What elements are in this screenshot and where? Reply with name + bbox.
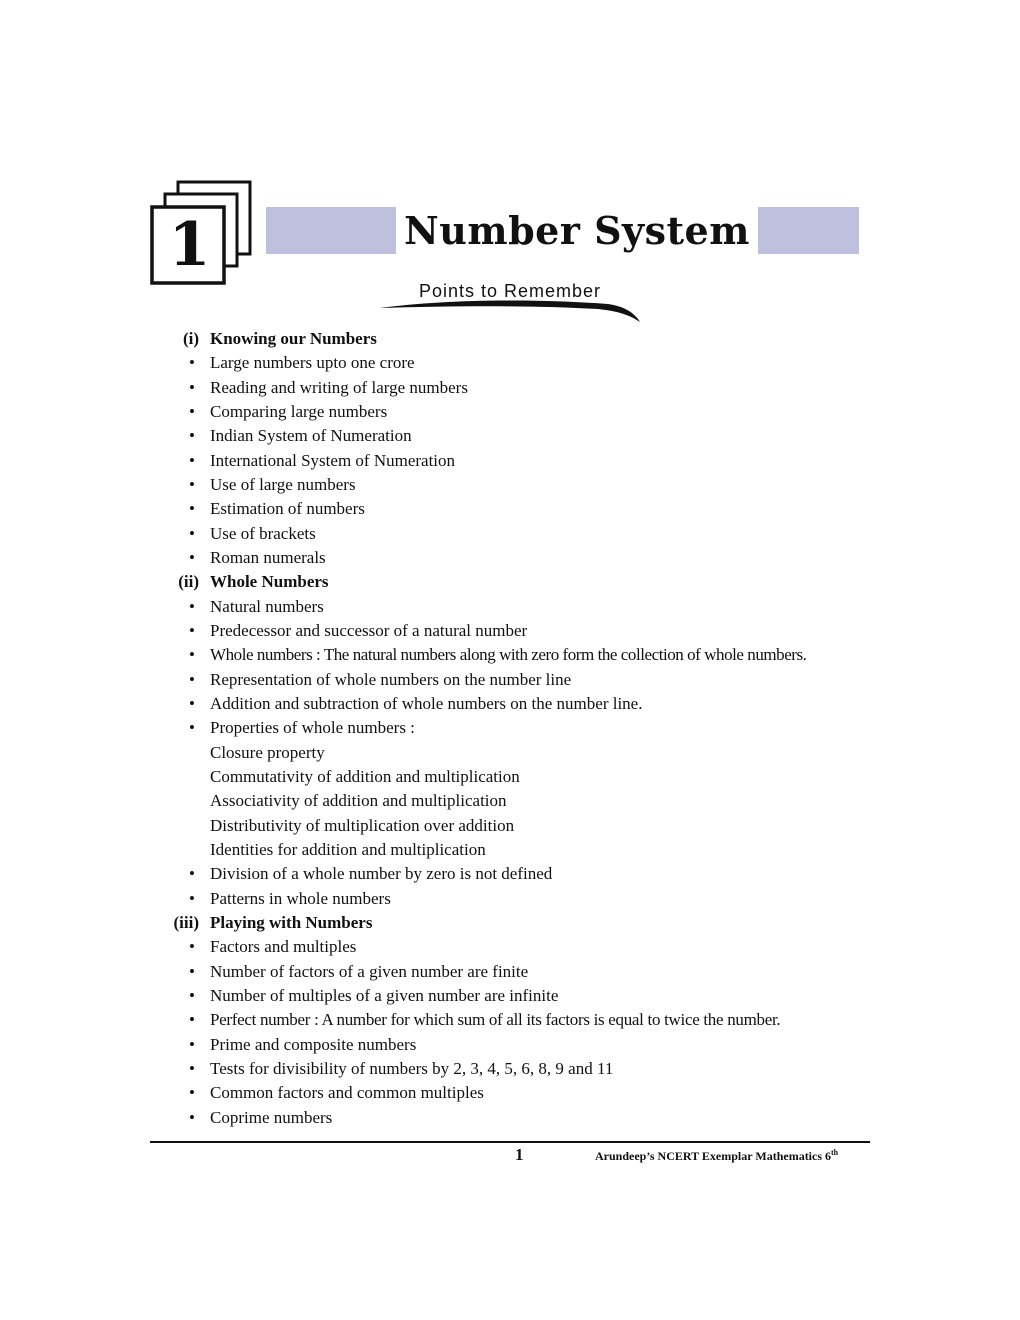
list-item	[0, 424, 1020, 448]
bullet-icon: •	[189, 523, 195, 543]
sub-item-text: Identities for addition and multiplication	[210, 839, 486, 859]
bullet-icon: •	[189, 718, 195, 738]
book-title-text: Arundeep’s NCERT Exemplar Mathematics 6	[595, 1149, 832, 1163]
bullet-icon: •	[189, 937, 195, 957]
section-number: (ii)	[178, 572, 199, 592]
bullet-icon: •	[189, 693, 195, 713]
list-item-text: Perfect number : A number for which sum of all its factors is equal to twice the number.	[210, 1010, 781, 1030]
list-item-text: Large numbers upto one crore	[210, 353, 415, 373]
list-item-text: Tests for divisibility of numbers by 2, 3, 4, 5, 6, 8, 9 and 11	[210, 1058, 614, 1078]
bullet-icon: •	[189, 426, 195, 446]
sub-item-text: Distributivity of multiplication over addition	[210, 815, 515, 835]
bullet-icon: •	[189, 596, 195, 616]
list-item	[0, 862, 1020, 886]
page-number: 1	[515, 1145, 524, 1164]
bullet-icon: •	[189, 1107, 195, 1127]
footer-divider	[150, 1141, 870, 1143]
list-item-text: Comparing large numbers	[210, 401, 388, 421]
list-item-text: Natural numbers	[210, 596, 324, 616]
section-number: (iii)	[173, 912, 199, 932]
list-item	[0, 668, 1020, 692]
list-item-text: Division of a whole number by zero is not defined	[210, 864, 553, 884]
sub-item-text: Closure property	[210, 742, 325, 762]
list-item	[0, 351, 1020, 375]
bullet-icon: •	[189, 1058, 195, 1078]
list-item	[0, 473, 1020, 497]
bullet-icon: •	[189, 620, 195, 640]
list-item	[0, 546, 1020, 570]
bullet-icon: •	[189, 1034, 195, 1054]
list-item-text: Prime and composite numbers	[210, 1034, 417, 1054]
bullet-icon: •	[189, 547, 195, 567]
list-item-text: Predecessor and successor of a natural number	[210, 620, 528, 640]
section-heading	[0, 327, 1020, 351]
list-item-text: Patterns in whole numbers	[210, 888, 391, 908]
bullet-icon: •	[189, 401, 195, 421]
list-item-text: Number of multiples of a given number are infinite	[210, 985, 559, 1005]
list-item	[0, 887, 1020, 911]
list-item	[0, 522, 1020, 546]
list-item-text: Reading and writing of large numbers	[210, 377, 468, 397]
list-item	[0, 376, 1020, 400]
list-item-text: Common factors and common multiples	[210, 1083, 484, 1103]
list-item	[0, 984, 1020, 1008]
list-item	[0, 595, 1020, 619]
bullet-icon: •	[189, 888, 195, 908]
list-item-text: Coprime numbers	[210, 1107, 333, 1127]
list-item	[0, 497, 1020, 521]
section-heading	[0, 570, 1020, 594]
list-item-text: Representation of whole numbers on the number line	[210, 669, 572, 689]
bullet-icon: •	[189, 1083, 195, 1103]
chapter-title-box	[396, 205, 758, 255]
chapter-number-badge	[150, 180, 254, 286]
list-item-text: Roman numerals	[210, 547, 326, 567]
section-title: Playing with Numbers	[210, 912, 373, 932]
list-item	[0, 400, 1020, 424]
list-item	[0, 935, 1020, 959]
book-title-superscript: th	[831, 1148, 839, 1157]
bullet-icon: •	[189, 961, 195, 981]
sub-item	[0, 814, 1020, 838]
list-item-text: Estimation of numbers	[210, 499, 365, 519]
sub-item	[0, 741, 1020, 765]
list-item-text: Number of factors of a given number are finite	[210, 961, 529, 981]
list-item-text: Use of large numbers	[210, 474, 356, 494]
points-list	[0, 327, 1020, 1130]
list-item	[0, 716, 1020, 740]
bullet-icon: •	[189, 669, 195, 689]
list-item-text: Indian System of Numeration	[210, 426, 412, 446]
sub-item	[0, 765, 1020, 789]
list-item-text: Addition and subtraction of whole numbers on the number line.	[210, 693, 643, 713]
list-item-text: Whole numbers : The natural numbers along with zero form the collection of whole numbers.	[210, 645, 807, 665]
list-item	[0, 1057, 1020, 1081]
section-number: (i)	[182, 329, 199, 348]
bullet-icon: •	[189, 864, 195, 884]
points-to-remember-banner	[378, 278, 642, 326]
bullet-icon: •	[189, 1010, 195, 1030]
list-item	[0, 1106, 1020, 1130]
bullet-icon: •	[189, 353, 195, 373]
list-item	[0, 692, 1020, 716]
sub-item	[0, 838, 1020, 862]
footer-book-title	[595, 1148, 838, 1164]
chapter-title: Number System	[404, 207, 750, 253]
section-title: Whole Numbers	[210, 572, 329, 592]
bullet-icon: •	[189, 985, 195, 1005]
list-item-text: International System of Numeration	[210, 450, 456, 470]
sub-item	[0, 789, 1020, 813]
section-title: Knowing our Numbers	[210, 329, 377, 348]
bullet-icon: •	[189, 450, 195, 470]
list-item	[0, 449, 1020, 473]
bullet-icon: •	[189, 499, 195, 519]
list-item-text: Properties of whole numbers :	[210, 718, 415, 738]
list-item	[0, 960, 1020, 984]
bullet-icon: •	[189, 645, 195, 665]
list-item	[0, 619, 1020, 643]
list-item	[0, 1081, 1020, 1105]
list-item-text: Use of brackets	[210, 523, 316, 543]
chapter-number: 1	[168, 210, 211, 280]
list-item	[0, 1033, 1020, 1057]
sub-item-text: Associativity of addition and multiplication	[210, 791, 507, 811]
list-item-text: Factors and multiples	[210, 937, 357, 957]
section-heading	[0, 911, 1020, 935]
sub-item-text: Commutativity of addition and multiplication	[210, 766, 520, 786]
points-to-remember-label: Points to Remember	[418, 281, 602, 301]
bullet-icon: •	[189, 377, 195, 397]
list-item	[0, 643, 1020, 667]
list-item	[0, 1008, 1020, 1032]
bullet-icon: •	[189, 474, 195, 494]
